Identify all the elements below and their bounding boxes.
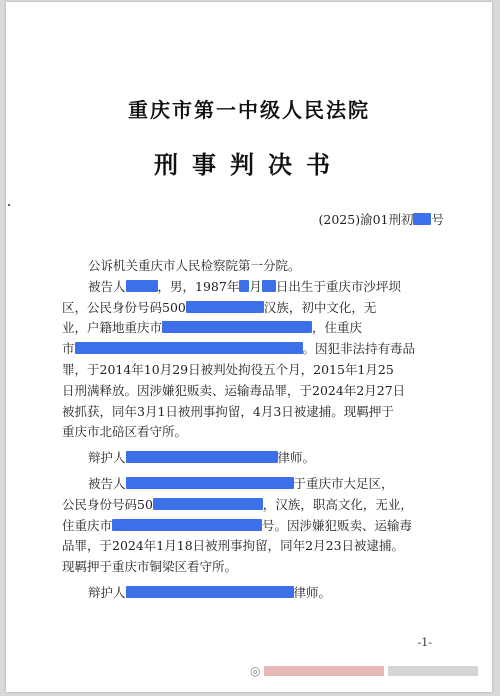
wechat-icon: ◎ [250,664,261,678]
defendant1-line-4 [62,339,454,360]
text-run: 被告人 [88,278,126,294]
text-run: ，汉族，职高文化，无业， [262,496,413,512]
defense-lawyer-1 [62,448,454,469]
court-name: 重庆市第一中级人民法院 [128,98,370,122]
text-run: 汉族，初中文化，无 [263,299,377,315]
text-run: 辩护人 [88,450,126,466]
defendant1-line-7: 被抓获，同年3月1日被刑事拘留，4月3日被逮捕。现羁押于 [62,403,394,419]
case-number [319,210,445,228]
defendant1-line-1 [62,277,454,298]
redaction-bar [413,213,431,225]
text-run: ，男，1987年 [157,278,240,294]
text-run: 月 [249,278,262,294]
redaction-bar [126,586,294,598]
defendant2-line-2 [62,495,454,516]
redaction-bar [126,477,294,489]
defendant1-line-5: 罪，于2014年10月29日被判处拘役五个月，2015年1月25 [62,361,394,377]
text-run: 市 [62,341,75,357]
redaction-bar [75,342,303,354]
text-run: 公民身份号码50 [62,496,153,512]
watermark-obscured-text [264,666,384,676]
text-run: 律师。 [293,584,332,600]
document-page [6,2,492,692]
page-number: -1- [417,636,432,649]
case-number-suffix: 号 [431,212,444,227]
scan-speck [8,204,10,206]
text-run: 于重庆市大足区， [293,475,394,491]
defendant1-line-3 [62,318,454,339]
redaction-bar [126,451,278,463]
defendant2-line-5: 现羁押于重庆市铜梁区看守所。 [62,559,238,575]
defendant1-line-2 [62,298,454,319]
defendant1-line-8: 重庆市北碚区看守所。 [62,424,188,440]
redaction-bar [112,519,262,531]
redaction-bar [239,280,249,292]
watermark [250,664,478,678]
text-run: 被告人 [88,475,126,491]
redaction-bar [186,301,264,313]
case-number-prefix: (2025)渝01刑初 [318,212,414,227]
defendant2-line-3 [62,516,454,537]
text-run: 住重庆市 [62,517,113,533]
text-run: 日出生于重庆市沙坪坝 [275,278,401,294]
text-run: 号。因涉嫌犯贩卖、运输毒 [262,517,413,533]
text-run: 律师。 [277,450,316,466]
document-title: 刑事判决书 [154,151,344,179]
defendant2-line-1 [62,474,454,495]
redaction-bar [153,498,263,510]
judgment-body [62,256,454,604]
text-run: 业，户籍地重庆市 [62,320,163,336]
redaction-bar [162,321,312,333]
defendant1-line-6: 日刑满释放。因涉嫌犯贩卖、运输毒品罪，于2024年2月27日 [62,382,406,398]
redaction-bar [262,280,276,292]
text-run: 。因犯非法持有毒品 [302,341,416,357]
text-run: 区，公民身份号码500 [62,299,186,315]
text-run: ，住重庆 [312,320,363,336]
text-run: 辩护人 [88,584,126,600]
watermark-obscured-text [388,666,478,676]
redaction-bar [126,280,158,292]
defense-lawyer-2 [62,583,454,604]
paragraph-prosecutor: 公诉机关重庆市人民检察院第一分院。 [88,258,301,273]
defendant2-line-4: 品罪，于2024年1月18日被刑事拘留，同年2月23日被逮捕。 [62,538,405,554]
